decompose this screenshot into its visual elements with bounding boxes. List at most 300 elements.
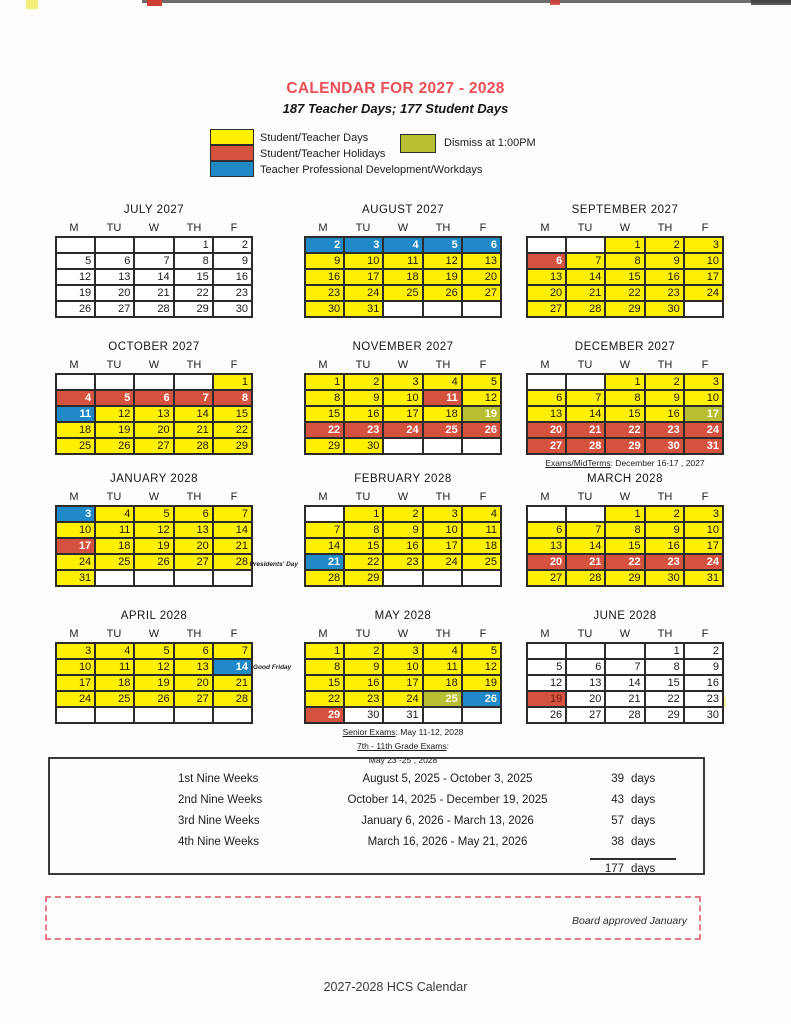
day-cell: 8 [605,253,644,269]
weekday-header: M [540,222,550,234]
month-july-2027 [54,203,254,318]
day-cell: 12 [134,522,173,538]
day-cell: 16 [344,675,383,691]
empty-day-cell [423,301,462,317]
day-cell: 6 [527,522,566,538]
day-cell: 13 [134,406,173,422]
month-day-grid [526,373,724,455]
day-cell: 20 [95,285,134,301]
day-cell: 10 [56,522,95,538]
day-cell: 22 [174,285,213,301]
total-days-unit: days [631,863,656,875]
day-cell: 10 [684,522,723,538]
weekday-header: F [230,491,238,503]
weekday-header: W [148,222,160,234]
day-cell: 17 [423,538,462,554]
weekday-header: TH [186,359,202,371]
legend-label: Student/Teacher Days [260,132,369,144]
page-title: CALENDAR FOR 2027 - 2028 [286,80,505,97]
day-cell: 18 [423,406,462,422]
month-title: JULY 2027 [123,204,185,216]
day-cell: 25 [462,554,501,570]
day-cell: 30 [305,301,344,317]
empty-day-cell [462,438,501,454]
nine-weeks-days [590,815,685,827]
month-november-2027 [303,340,503,455]
nine-weeks-days [590,794,685,806]
weekday-header: W [397,628,409,640]
weekday-header: F [230,628,238,640]
nine-weeks-label: 4th Nine Weeks [178,836,259,848]
day-cell: 18 [95,675,134,691]
day-cell: 9 [213,253,252,269]
day-cell: 20 [527,554,566,570]
weekday-header: F [479,628,487,640]
month-title: FEBRUARY 2028 [354,473,452,485]
day-cell: 19 [527,691,566,707]
total-days-value: 177 [604,863,624,875]
day-cell: 6 [174,643,213,659]
day-cell: 30 [645,570,684,586]
day-cell: 26 [95,438,134,454]
month-march-2028 [525,472,725,587]
month-day-grid [526,642,724,724]
day-cell: 29 [174,301,213,317]
day-cell: 14 [566,406,605,422]
empty-day-cell [213,570,252,586]
yellow-swatch [210,129,254,145]
day-cell: 15 [605,406,644,422]
month-note [298,727,508,738]
day-cell: 1 [305,643,344,659]
day-cell: 3 [383,374,422,390]
month-day-grid [304,505,502,587]
day-cell: 29 [605,438,644,454]
day-cell: 28 [213,691,252,707]
weekday-header: TU [355,491,371,503]
weekday-header-row [525,490,725,505]
day-cell: 15 [174,269,213,285]
day-cell: 12 [56,269,95,285]
month-note [298,741,508,752]
empty-day-cell [95,570,134,586]
weekday-header-row [303,627,503,642]
day-cell: 19 [134,538,173,554]
empty-day-cell [423,438,462,454]
day-cell: 28 [605,707,644,723]
weekday-header: W [619,628,631,640]
day-cell: 2 [213,237,252,253]
day-cell: 17 [56,675,95,691]
nine-weeks-total-row [50,857,703,881]
weekday-header: W [397,359,409,371]
day-cell: 24 [684,554,723,570]
day-cell: 11 [95,659,134,675]
day-cell: 6 [566,659,605,675]
weekday-header: TU [577,222,593,234]
day-cell: 20 [174,538,213,554]
scan-artifact-red-mark [147,0,162,6]
day-cell: 6 [174,506,213,522]
day-cell: 16 [645,538,684,554]
blue-swatch [210,161,254,177]
day-cell: 5 [527,659,566,675]
day-cell: 5 [95,390,134,406]
days-value: 43 [611,794,624,806]
month-day-grid [55,373,253,455]
weekday-header: F [479,359,487,371]
empty-day-cell [95,374,134,390]
day-cell: 22 [645,691,684,707]
day-cell: 19 [462,675,501,691]
nine-weeks-dates: January 6, 2026 - March 13, 2026 [361,815,534,827]
day-cell: 3 [423,506,462,522]
day-cell: 11 [56,406,95,422]
day-cell: 31 [383,707,422,723]
day-cell: 10 [383,659,422,675]
month-october-2027 [54,340,254,455]
weekday-header: W [619,222,631,234]
day-cell: 19 [56,285,95,301]
nine-weeks-days [590,773,685,785]
month-note-text: : December 16-17 , 2027 [610,458,705,468]
month-february-2028 [303,472,503,587]
day-cell: 22 [605,422,644,438]
empty-day-cell [134,707,173,723]
empty-day-cell [684,301,723,317]
day-cell: 6 [134,390,173,406]
day-cell: 1 [344,506,383,522]
day-cell: 24 [344,285,383,301]
day-cell: 28 [174,438,213,454]
title-block [0,80,791,116]
day-cell: 23 [344,422,383,438]
olive-swatch [400,134,436,153]
legend-label: Student/Teacher Holidays [260,148,386,160]
weekday-header: M [318,628,328,640]
weekday-header: TH [657,222,673,234]
day-cell: 22 [305,691,344,707]
day-cell: 23 [383,554,422,570]
weekday-header: TH [186,491,202,503]
day-cell: 24 [423,554,462,570]
day-cell: 9 [684,659,723,675]
day-cell: 20 [174,675,213,691]
day-cell: 16 [645,269,684,285]
weekday-header: M [540,628,550,640]
empty-day-cell [462,301,501,317]
day-cell: 15 [305,406,344,422]
month-day-grid [304,373,502,455]
day-cell: 24 [56,691,95,707]
weekday-header: TU [106,359,122,371]
day-cell: 13 [527,269,566,285]
scan-artifact-yellow-mark [26,0,38,9]
day-cell: 28 [566,570,605,586]
page-footer: 2027-2028 HCS Calendar [323,980,468,994]
weekday-header: TH [435,222,451,234]
presidents-day-label: Presidents' Day [249,561,298,568]
day-cell: 13 [174,522,213,538]
empty-day-cell [134,237,173,253]
empty-day-cell [56,374,95,390]
weekday-header: TH [435,359,451,371]
day-cell: 22 [605,285,644,301]
page-subtitle: 187 Teacher Days; 177 Student Days [282,101,509,116]
month-day-grid [304,642,502,724]
empty-day-cell [423,570,462,586]
month-day-grid [55,505,253,587]
day-cell: 30 [344,707,383,723]
day-cell: 1 [605,374,644,390]
weekday-header: TH [186,628,202,640]
nine-weeks-label: 3rd Nine Weeks [178,815,260,827]
day-cell: 13 [566,675,605,691]
weekday-header: TU [577,628,593,640]
day-cell: 3 [684,506,723,522]
day-cell: 15 [305,675,344,691]
day-cell: 4 [95,506,134,522]
day-cell: 24 [383,422,422,438]
weekday-header: TU [577,359,593,371]
empty-day-cell [174,707,213,723]
day-cell: 16 [305,269,344,285]
day-cell: 21 [134,285,173,301]
month-note [520,458,730,469]
day-cell: 21 [305,554,344,570]
day-cell: 6 [527,253,566,269]
weekday-header: TH [435,491,451,503]
day-cell: 4 [462,506,501,522]
weekday-header: F [479,491,487,503]
day-cell: 4 [95,643,134,659]
day-cell: 1 [305,374,344,390]
day-cell: 16 [213,269,252,285]
day-cell: 14 [305,538,344,554]
month-title: AUGUST 2027 [362,204,444,216]
empty-day-cell [527,506,566,522]
weekday-header: TH [657,359,673,371]
day-cell: 14 [566,538,605,554]
day-cell: 22 [605,554,644,570]
weekday-header-row [303,358,503,373]
day-cell: 11 [383,253,422,269]
nine-weeks-row [50,815,703,836]
day-cell: 4 [56,390,95,406]
day-cell: 9 [305,253,344,269]
day-cell: 1 [645,643,684,659]
legend-label: Dismiss at 1:00PM [444,137,536,149]
day-cell: 8 [305,659,344,675]
day-cell: 28 [213,554,252,570]
weekday-header: TU [577,491,593,503]
day-cell: 18 [462,538,501,554]
day-cell: 9 [645,253,684,269]
nine-weeks-row [50,794,703,815]
weekday-header-row [525,221,725,236]
month-title: MAY 2028 [374,610,432,622]
empty-day-cell [95,707,134,723]
day-cell: 21 [566,554,605,570]
day-cell: 1 [605,237,644,253]
month-april-2028 [54,609,254,724]
day-cell: 21 [213,675,252,691]
day-cell: 14 [213,522,252,538]
day-cell: 24 [383,691,422,707]
day-cell: 20 [462,269,501,285]
day-cell: 15 [605,269,644,285]
day-cell: 1 [213,374,252,390]
day-cell: 21 [213,538,252,554]
weekday-header: F [479,222,487,234]
empty-day-cell [383,301,422,317]
day-cell: 23 [645,554,684,570]
day-cell: 16 [344,406,383,422]
day-cell: 7 [305,522,344,538]
day-cell: 16 [684,675,723,691]
day-cell: 5 [56,253,95,269]
red-swatch [210,145,254,161]
day-cell: 17 [383,675,422,691]
month-note-text: : [446,741,449,751]
day-cell: 7 [566,253,605,269]
day-cell: 11 [95,522,134,538]
legend-label: Teacher Professional Development/Workdays [260,164,483,176]
day-cell: 9 [344,659,383,675]
day-cell: 24 [56,554,95,570]
day-cell: 12 [134,659,173,675]
days-value: 57 [611,815,624,827]
month-title: SEPTEMBER 2027 [571,204,679,216]
day-cell: 9 [344,390,383,406]
day-cell: 28 [305,570,344,586]
month-note-text: May 23 -25 , 2028 [368,755,438,765]
weekday-header-row [303,221,503,236]
nine-weeks-dates: October 14, 2025 - December 19, 2025 [347,794,548,806]
day-cell: 29 [305,707,344,723]
day-cell: 7 [566,390,605,406]
month-note-text: Exams/MidTerms [545,458,611,468]
weekday-header-row [54,358,254,373]
month-title: JANUARY 2028 [109,473,199,485]
day-cell: 10 [684,253,723,269]
day-cell: 1 [174,237,213,253]
total-days-group [590,858,676,881]
day-cell: 17 [684,538,723,554]
day-cell: 30 [213,301,252,317]
weekday-header: M [318,491,328,503]
month-august-2027 [303,203,503,318]
month-september-2027 [525,203,725,318]
day-cell: 20 [527,285,566,301]
day-cell: 29 [605,570,644,586]
nine-weeks-rows [50,773,703,857]
day-cell: 11 [423,390,462,406]
day-cell: 13 [174,659,213,675]
month-title: NOVEMBER 2027 [352,341,454,353]
empty-day-cell [383,438,422,454]
day-cell: 8 [645,659,684,675]
days-value: 39 [611,773,624,785]
day-cell: 10 [56,659,95,675]
day-cell: 10 [684,390,723,406]
day-cell: 13 [95,269,134,285]
day-cell: 19 [423,269,462,285]
day-cell: 15 [645,675,684,691]
empty-day-cell [174,570,213,586]
day-cell: 3 [684,374,723,390]
weekday-header: F [230,359,238,371]
day-cell: 25 [423,691,462,707]
day-cell: 10 [383,390,422,406]
day-cell: 26 [134,554,173,570]
legend [210,130,536,178]
empty-day-cell [566,237,605,253]
day-cell: 9 [383,522,422,538]
weekday-header: M [318,359,328,371]
day-cell: 5 [423,237,462,253]
scan-artifact-red-mark [550,0,560,5]
day-cell: 23 [684,691,723,707]
day-cell: 4 [383,237,422,253]
day-cell: 20 [527,422,566,438]
day-cell: 5 [134,506,173,522]
empty-day-cell [527,237,566,253]
day-cell: 25 [95,691,134,707]
weekday-header: TU [355,628,371,640]
day-cell: 5 [462,643,501,659]
day-cell: 7 [213,506,252,522]
day-cell: 27 [134,438,173,454]
day-cell: 30 [645,301,684,317]
legend-item-dismiss [400,134,536,153]
day-cell: 24 [684,285,723,301]
day-cell: 6 [462,237,501,253]
day-cell: 31 [684,570,723,586]
day-cell: 17 [56,538,95,554]
day-cell: 26 [423,285,462,301]
day-cell: 2 [344,643,383,659]
day-cell: 6 [527,390,566,406]
weekday-header: M [69,628,79,640]
nine-weeks-dates: March 16, 2026 - May 21, 2026 [367,836,528,848]
weekday-header: M [540,359,550,371]
day-cell: 14 [134,269,173,285]
empty-day-cell [566,506,605,522]
month-january-2028 [54,472,254,587]
day-cell: 3 [344,237,383,253]
day-cell: 15 [213,406,252,422]
weekday-header-row [54,627,254,642]
day-cell: 8 [174,253,213,269]
empty-day-cell [174,374,213,390]
empty-day-cell [305,506,344,522]
day-cell: 14 [566,269,605,285]
weekday-header: W [148,491,160,503]
day-cell: 2 [645,237,684,253]
month-day-grid [526,236,724,318]
day-cell: 25 [423,422,462,438]
day-cell: 10 [423,522,462,538]
month-title: MARCH 2028 [587,473,663,485]
board-approval-box [45,896,701,940]
day-cell: 16 [645,406,684,422]
day-cell: 3 [56,643,95,659]
weekday-header: M [318,222,328,234]
scan-artifact-corner-mark [751,0,791,5]
month-note-text: 7th - 11th Grade Exams [357,741,447,751]
empty-day-cell [566,643,605,659]
